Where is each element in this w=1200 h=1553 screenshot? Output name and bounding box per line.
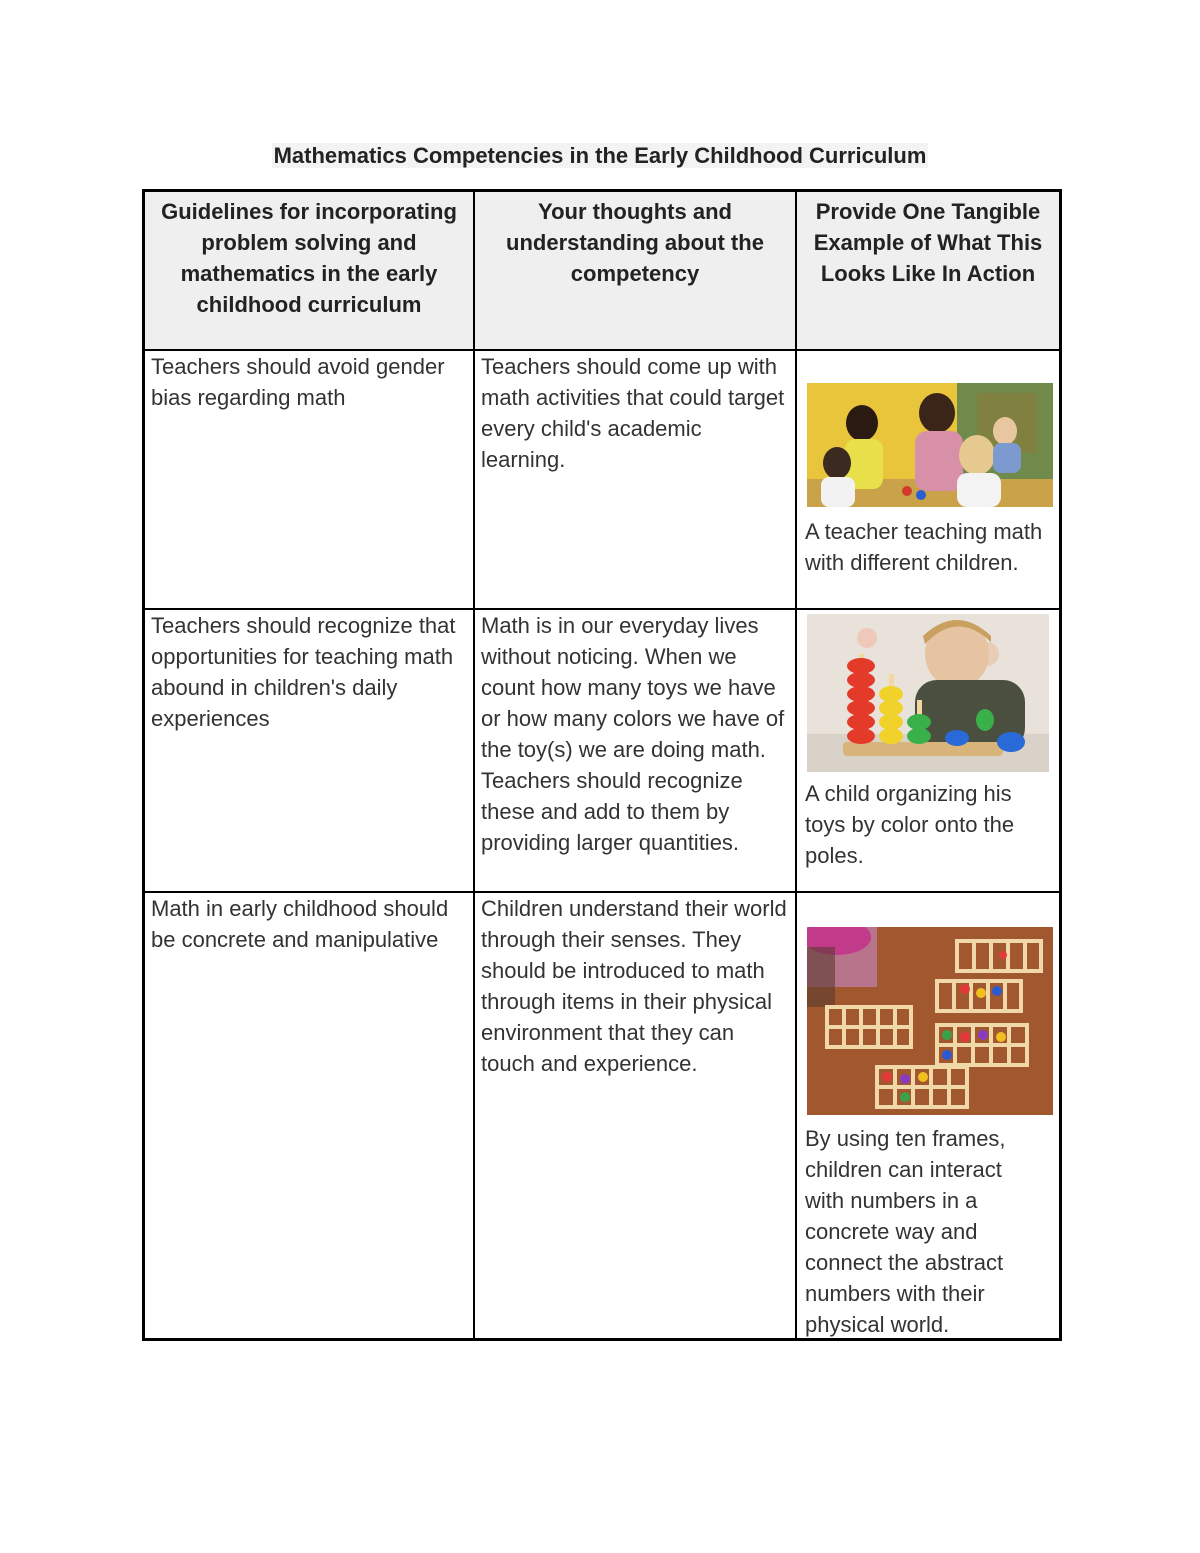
row-2-guideline: Teachers should recognize that opportunities for teaching math abound in children's daily experiences bbox=[151, 613, 456, 731]
row-2-example: A child organizing his toys by color onto the poles. bbox=[805, 781, 1015, 868]
row-3-thoughts-cell bbox=[475, 893, 795, 1338]
column-divider-1 bbox=[473, 192, 475, 1338]
row-3-thoughts: Children understand their world through their senses. They should be introduced to math through items in their physical environment that they can touch and experience. bbox=[481, 896, 787, 1076]
row-1-guideline: Teachers should avoid gender bias regarding math bbox=[151, 354, 445, 410]
row-3-guideline: Math in early childhood should be concrete and manipulative bbox=[151, 896, 449, 952]
row-divider-2 bbox=[145, 891, 1059, 893]
teacher-with-children-photo bbox=[807, 383, 1053, 507]
header-cell-thoughts bbox=[475, 192, 795, 349]
column-divider-2 bbox=[795, 192, 797, 1338]
header-guidelines: Guidelines for incorporating problem solving and mathematics in the early childhood curriculum bbox=[161, 199, 457, 317]
row-1-guideline-cell bbox=[145, 351, 473, 608]
row-2-thoughts: Math is in our everyday lives without noticing. When we count how many toys we have or how many colors we have of the toy(s) we are doing math. Teachers should recognize these and add to them by providing larger quantities. bbox=[481, 613, 785, 855]
row-2-thoughts-cell bbox=[475, 610, 795, 891]
row-3-guideline-cell bbox=[145, 893, 473, 1338]
row-3-example-cell bbox=[797, 893, 1059, 1338]
row-2-guideline-cell bbox=[145, 610, 473, 891]
header-thoughts: Your thoughts and understanding about the competency bbox=[506, 199, 764, 286]
document-title: Mathematics Competencies in the Early Childhood Curriculum bbox=[273, 143, 927, 168]
row-1-thoughts: Teachers should come up with math activities that could target every child's academic learning. bbox=[481, 354, 785, 472]
competency-table bbox=[142, 189, 1062, 1341]
row-1-example-cell bbox=[797, 351, 1059, 608]
child-stacking-rings-photo bbox=[807, 614, 1049, 772]
row-2-example-cell bbox=[797, 610, 1059, 891]
row-divider-1 bbox=[145, 608, 1059, 610]
header-example: Provide One Tangible Example of What This Looks Like In Action bbox=[813, 199, 1043, 286]
header-cell-example bbox=[797, 192, 1059, 349]
row-3-example: By using ten frames, children can interact with numbers in a concrete way and connect the abstract numbers with their physical world. bbox=[805, 1126, 1006, 1337]
row-divider-header bbox=[145, 349, 1059, 351]
header-cell-guidelines bbox=[145, 192, 473, 349]
row-1-example: A teacher teaching math with different children. bbox=[805, 519, 1043, 575]
row-1-thoughts-cell bbox=[475, 351, 795, 608]
ten-frames-photo bbox=[807, 927, 1053, 1115]
